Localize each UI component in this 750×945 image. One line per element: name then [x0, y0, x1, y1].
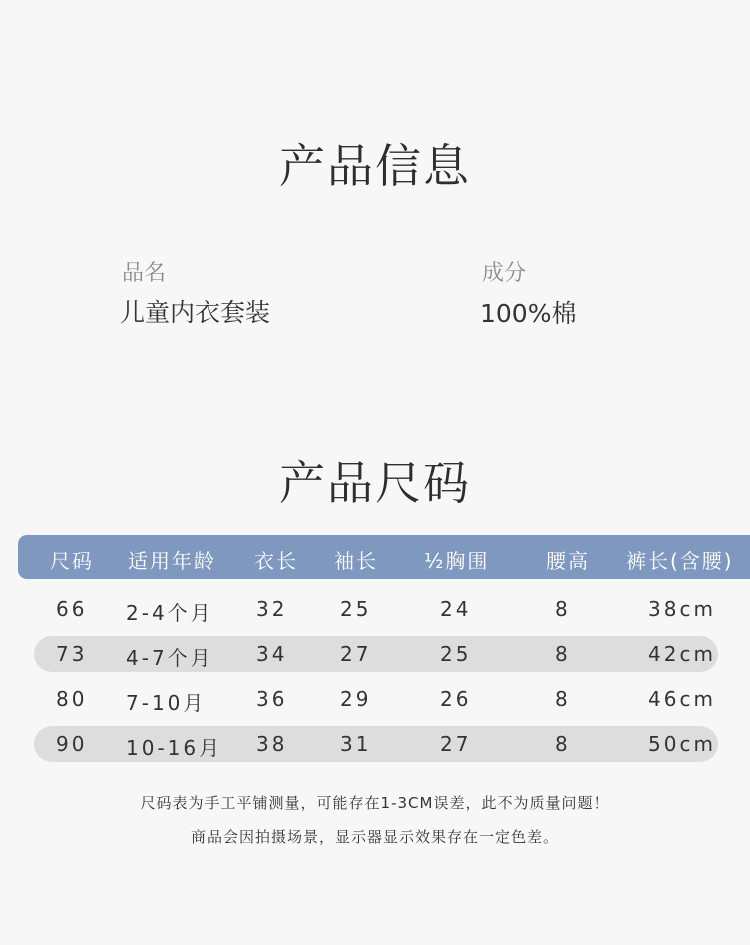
- table-row: [34, 591, 718, 627]
- cell-pants-length: 50cm: [648, 732, 716, 756]
- header-half-chest: ½胸围: [424, 549, 490, 573]
- cell-waist-height: 8: [555, 687, 571, 711]
- cell-pants-length: 42cm: [648, 642, 716, 666]
- material-label: 成分: [482, 261, 527, 286]
- cell-sleeve-length: 25: [340, 597, 372, 621]
- header-top-length: 衣长: [254, 549, 298, 573]
- cell-half-chest: 24: [440, 597, 472, 621]
- cell-half-chest: 27: [440, 732, 472, 756]
- cell-sleeve-length: 31: [340, 732, 372, 756]
- header-size: 尺码: [50, 549, 94, 573]
- header-pants-length: 裤长(含腰): [626, 549, 734, 573]
- size-table-header: [18, 535, 750, 579]
- table-row: [34, 636, 718, 672]
- cell-half-chest: 26: [440, 687, 472, 711]
- cell-age: 2-4个月: [126, 601, 214, 625]
- product-info-title: 产品信息: [279, 139, 471, 193]
- cell-top-length: 32: [256, 597, 288, 621]
- color-note: 商品会因拍摄场景，显示器显示效果存在一定色差。: [190, 828, 559, 846]
- cell-waist-height: 8: [555, 732, 571, 756]
- cell-sleeve-length: 27: [340, 642, 372, 666]
- table-row: [34, 681, 718, 717]
- cell-size: 90: [56, 732, 88, 756]
- cell-half-chest: 25: [440, 642, 472, 666]
- material-value: 100%棉: [480, 299, 577, 328]
- product-name-label: 品名: [122, 261, 167, 286]
- cell-size: 73: [56, 642, 88, 666]
- cell-top-length: 38: [256, 732, 288, 756]
- cell-age: 10-16月: [126, 736, 223, 760]
- cell-top-length: 36: [256, 687, 288, 711]
- cell-pants-length: 38cm: [648, 597, 716, 621]
- cell-sleeve-length: 29: [340, 687, 372, 711]
- cell-age: 4-7个月: [126, 646, 214, 670]
- header-waist-height: 腰高: [546, 549, 590, 573]
- cell-age: 7-10月: [126, 691, 207, 715]
- cell-waist-height: 8: [555, 597, 571, 621]
- table-row: [34, 726, 718, 762]
- header-age: 适用年龄: [128, 549, 216, 573]
- header-sleeve-length: 袖长: [334, 549, 378, 573]
- cell-size: 80: [56, 687, 88, 711]
- cell-pants-length: 46cm: [648, 687, 716, 711]
- cell-top-length: 34: [256, 642, 288, 666]
- cell-waist-height: 8: [555, 642, 571, 666]
- size-chart-title: 产品尺码: [279, 456, 471, 510]
- product-name-value: 儿童内衣套装: [120, 298, 271, 327]
- measurement-note: 尺码表为手工平铺测量，可能存在1-3CM误差，此不为质量问题！: [140, 794, 610, 812]
- cell-size: 66: [56, 597, 88, 621]
